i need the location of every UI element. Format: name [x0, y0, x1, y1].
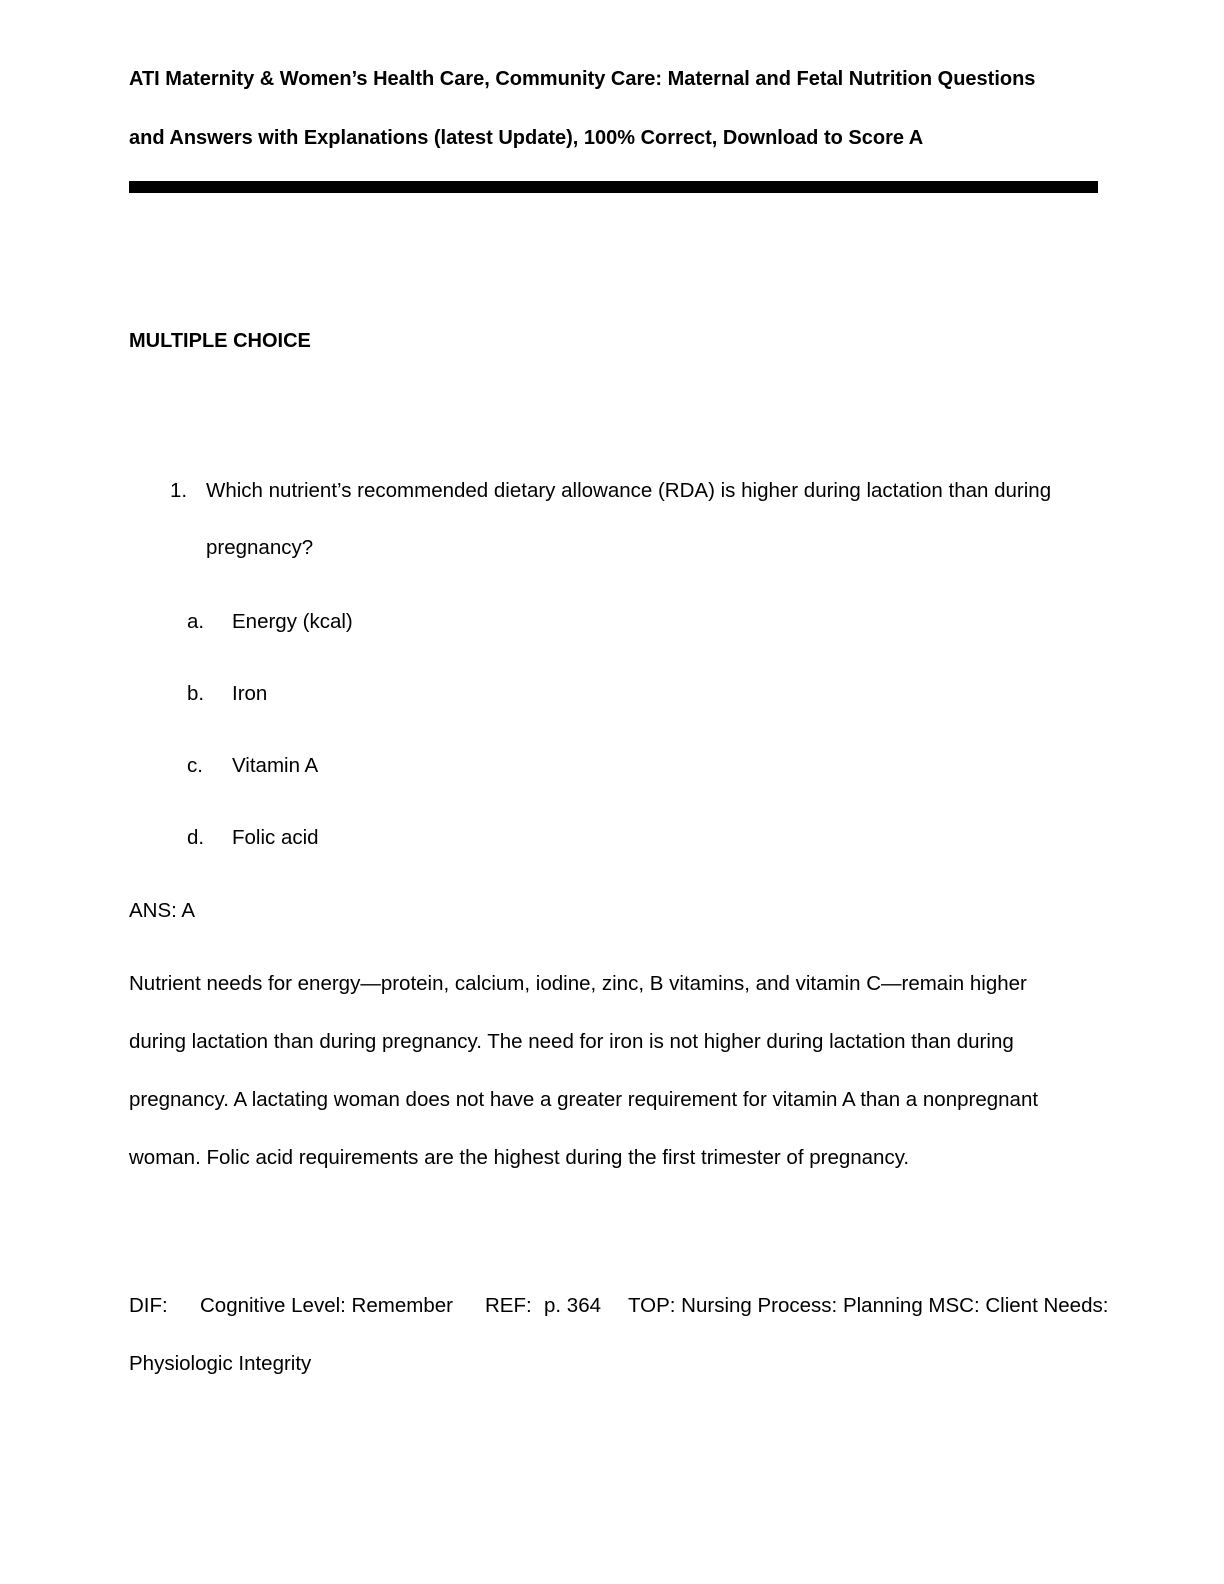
option-d-text: Folic acid: [232, 826, 319, 849]
dif-value: Cognitive Level: Remember: [200, 1294, 453, 1317]
title-divider: [129, 181, 1098, 193]
question-text-line-2: pregnancy?: [206, 536, 314, 559]
dif-label: DIF:: [129, 1294, 168, 1317]
explanation-line-4: woman. Folic acid requirements are the highest during the first trimester of pregnancy.: [129, 1146, 910, 1169]
ref-value: p. 364: [544, 1294, 601, 1317]
option-d-letter: d.: [187, 826, 205, 849]
explanation-line-1: Nutrient needs for energy—protein, calcium, iodine, zinc, B vitamins, and vitamin C—remain higher: [129, 972, 1027, 995]
option-c-text: Vitamin A: [232, 754, 319, 777]
option-b-text: Iron: [232, 682, 268, 705]
question-text-line-1: Which nutrient’s recommended dietary allowance (RDA) is higher during lactation than during: [206, 479, 1052, 502]
option-c-letter: c.: [187, 754, 203, 777]
document-title-line-2: and Answers with Explanations (latest Update), 100% Correct, Download to Score A: [129, 127, 924, 149]
explanation-line-2: during lactation than during pregnancy. The need for iron is not higher during lactation than during: [129, 1030, 1014, 1053]
explanation-line-3: pregnancy. A lactating woman does not have a greater requirement for vitamin A than a nonpregnant: [129, 1088, 1039, 1111]
document-title-line-1: ATI Maternity & Women’s Health Care, Community Care: Maternal and Fetal Nutrition Questions: [129, 68, 1036, 90]
answer-key: ANS: A: [129, 899, 196, 922]
section-heading: MULTIPLE CHOICE: [129, 330, 311, 352]
ref-label: REF:: [485, 1294, 532, 1317]
option-a-text: Energy (kcal): [232, 610, 353, 633]
option-a-letter: a.: [187, 610, 205, 633]
option-b-letter: b.: [187, 682, 205, 705]
client-needs-value: Physiologic Integrity: [129, 1352, 312, 1375]
question-number: 1.: [170, 479, 188, 502]
topic-and-client-needs: TOP: Nursing Process: Planning MSC: Client Needs:: [628, 1294, 1109, 1317]
